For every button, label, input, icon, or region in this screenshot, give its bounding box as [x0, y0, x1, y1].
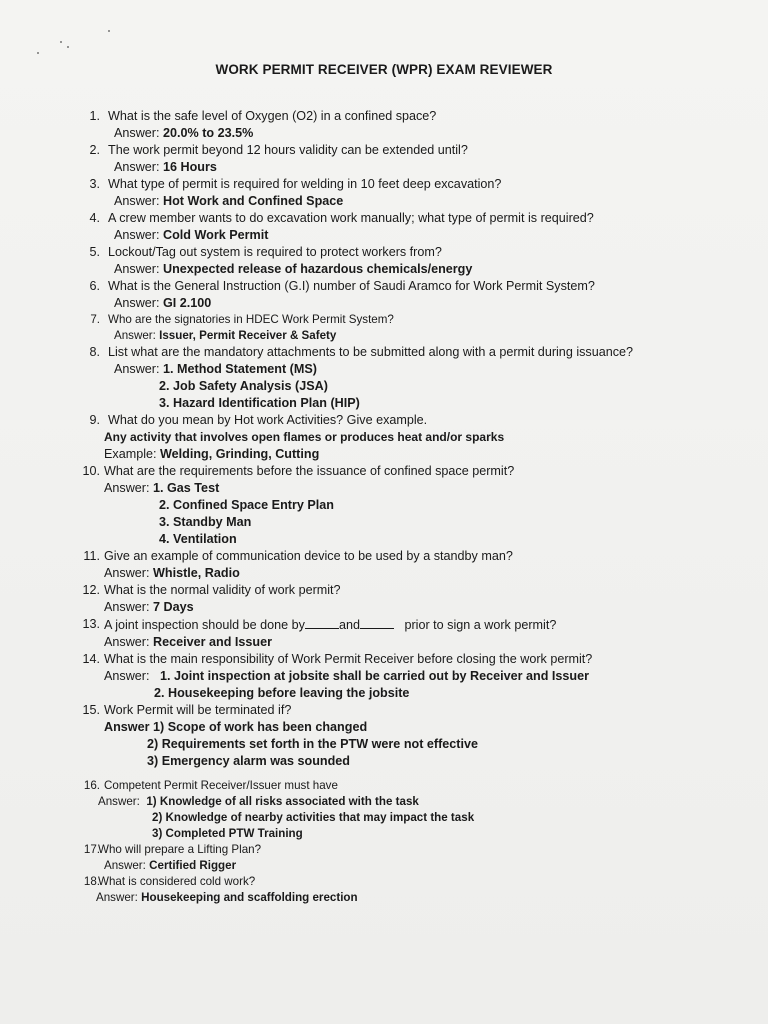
- answer-subitem: 3) Emergency alarm was sounded: [147, 754, 350, 768]
- answer-line: Answer: 16 Hours: [114, 160, 217, 174]
- question-item: [80, 842, 710, 874]
- answer-subitem: 3. Hazard Identification Plan (HIP): [159, 396, 360, 410]
- scan-speck: [108, 30, 110, 32]
- document-title: WORK PERMIT RECEIVER (WPR) EXAM REVIEWER: [215, 62, 553, 77]
- question-item: [80, 651, 710, 702]
- question-number: 10.: [82, 464, 100, 478]
- question-item: [80, 108, 710, 142]
- scan-speck: [37, 52, 39, 54]
- question-item: [80, 344, 710, 412]
- scan-speck: [60, 41, 62, 43]
- question-text: A crew member wants to do excavation work manually; what type of permit is required?: [108, 211, 594, 225]
- question-text: What is the main responsibility of Work Permit Receiver before closing the work permit?: [104, 652, 593, 666]
- question-text: Give an example of communication device to be used by a standby man?: [104, 549, 513, 563]
- answer-line: Answer: Certified Rigger: [104, 859, 237, 872]
- question-text: What is the normal validity of work permit?: [104, 583, 341, 597]
- question-text: Lockout/Tag out system is required to protect workers from?: [108, 245, 442, 259]
- definition-text: Any activity that involves open flames or produces heat and/or sparks: [104, 430, 505, 444]
- question-text: What do you mean by Hot work Activities? Give example.: [108, 413, 428, 427]
- scan-speck: [67, 46, 69, 48]
- question-item: [80, 312, 710, 344]
- question-number: 5.: [89, 245, 100, 259]
- question-text: Who are the signatories in HDEC Work Permit System?: [108, 313, 394, 326]
- answer-line: Answer: Whistle, Radio: [104, 566, 240, 580]
- answer-subitem: 2. Housekeeping before leaving the jobsite: [154, 686, 410, 700]
- answer-line: Answer: Receiver and Issuer: [104, 635, 273, 649]
- question-item: [80, 616, 710, 651]
- question-number: 8.: [89, 345, 100, 359]
- question-text: What type of permit is required for welding in 10 feet deep excavation?: [108, 177, 502, 191]
- question-text: What is considered cold work?: [98, 875, 256, 888]
- answer-subitem: 2. Confined Space Entry Plan: [159, 498, 334, 512]
- question-text: What is the safe level of Oxygen (O2) in a confined space?: [108, 109, 437, 123]
- question-number: 18.: [83, 875, 100, 888]
- example-line: Example: Welding, Grinding, Cutting: [104, 447, 320, 461]
- question-number: 11.: [83, 549, 100, 563]
- question-number: 12.: [82, 583, 100, 597]
- question-number: 7.: [90, 313, 100, 326]
- fill-in-blank: [305, 616, 339, 629]
- question-item: [80, 778, 710, 842]
- question-text: Work Permit will be terminated if?: [104, 703, 292, 717]
- question-number: 1.: [89, 109, 100, 123]
- question-item: [80, 702, 710, 770]
- question-number: 15.: [82, 703, 100, 717]
- question-number: 6.: [89, 279, 100, 293]
- question-text: Competent Permit Receiver/Issuer must have: [104, 779, 338, 792]
- question-number: 13.: [82, 617, 100, 631]
- answer-line: Answer: 1) Knowledge of all risks associated with the task: [98, 795, 419, 808]
- question-item: [80, 548, 710, 582]
- question-number: 17.: [83, 843, 100, 856]
- question-number: 4.: [89, 211, 100, 225]
- question-text: The work permit beyond 12 hours validity can be extended until?: [108, 143, 468, 157]
- answer-subitem: 2) Requirements set forth in the PTW were not effective: [147, 737, 478, 751]
- question-item: [80, 176, 710, 210]
- answer-subitem: 3) Completed PTW Training: [152, 827, 303, 840]
- answer-line: Answer: Issuer, Permit Receiver & Safety: [114, 329, 337, 342]
- question-item: [80, 463, 710, 548]
- question-number: 9.: [89, 413, 100, 427]
- answer-subitem: 4. Ventilation: [159, 532, 237, 546]
- question-item: [80, 582, 710, 616]
- question-number: 16.: [83, 779, 100, 792]
- answer-subitem: 3. Standby Man: [159, 515, 252, 529]
- question-item: [80, 278, 710, 312]
- question-text: List what are the mandatory attachments to be submitted along with a permit during issuance?: [108, 345, 634, 359]
- answer-line: Answer 1) Scope of work has been changed: [104, 720, 368, 734]
- question-item: [80, 210, 710, 244]
- question-number: 2.: [89, 143, 100, 157]
- question-item: [80, 244, 710, 278]
- answer-line: Answer: 7 Days: [104, 600, 194, 614]
- fill-in-blank: [360, 616, 394, 629]
- answer-line: Answer: 20.0% to 23.5%: [114, 126, 254, 140]
- question-text: A joint inspection should be done by and prior to sign a work permit?: [104, 618, 557, 632]
- question-number: 3.: [89, 177, 100, 191]
- answer-line: Answer: GI 2.100: [114, 296, 212, 310]
- answer-line: Answer: Hot Work and Confined Space: [114, 194, 344, 208]
- answer-line: Answer: Cold Work Permit: [114, 228, 269, 242]
- answer-line: Answer: 1. Gas Test: [104, 481, 220, 495]
- question-item: [80, 874, 710, 906]
- answer-subitem: 2. Job Safety Analysis (JSA): [159, 379, 328, 393]
- question-number: 14.: [82, 652, 100, 666]
- answer-line: Answer: Housekeeping and scaffolding erection: [96, 891, 358, 904]
- question-text: What is the General Instruction (G.I) number of Saudi Aramco for Work Permit System?: [108, 279, 595, 293]
- answer-line: Answer: 1. Method Statement (MS): [114, 362, 317, 376]
- answer-line: Answer: 1. Joint inspection at jobsite shall be carried out by Receiver and Issuer: [104, 669, 590, 683]
- answer-line: Answer: Unexpected release of hazardous chemicals/energy: [114, 262, 473, 276]
- answer-subitem: 2) Knowledge of nearby activities that may impact the task: [152, 811, 475, 824]
- question-list: [80, 108, 710, 906]
- question-item: [80, 412, 710, 463]
- question-item: [80, 142, 710, 176]
- question-text: What are the requirements before the issuance of confined space permit?: [104, 464, 515, 478]
- question-text: Who will prepare a Lifting Plan?: [98, 843, 262, 856]
